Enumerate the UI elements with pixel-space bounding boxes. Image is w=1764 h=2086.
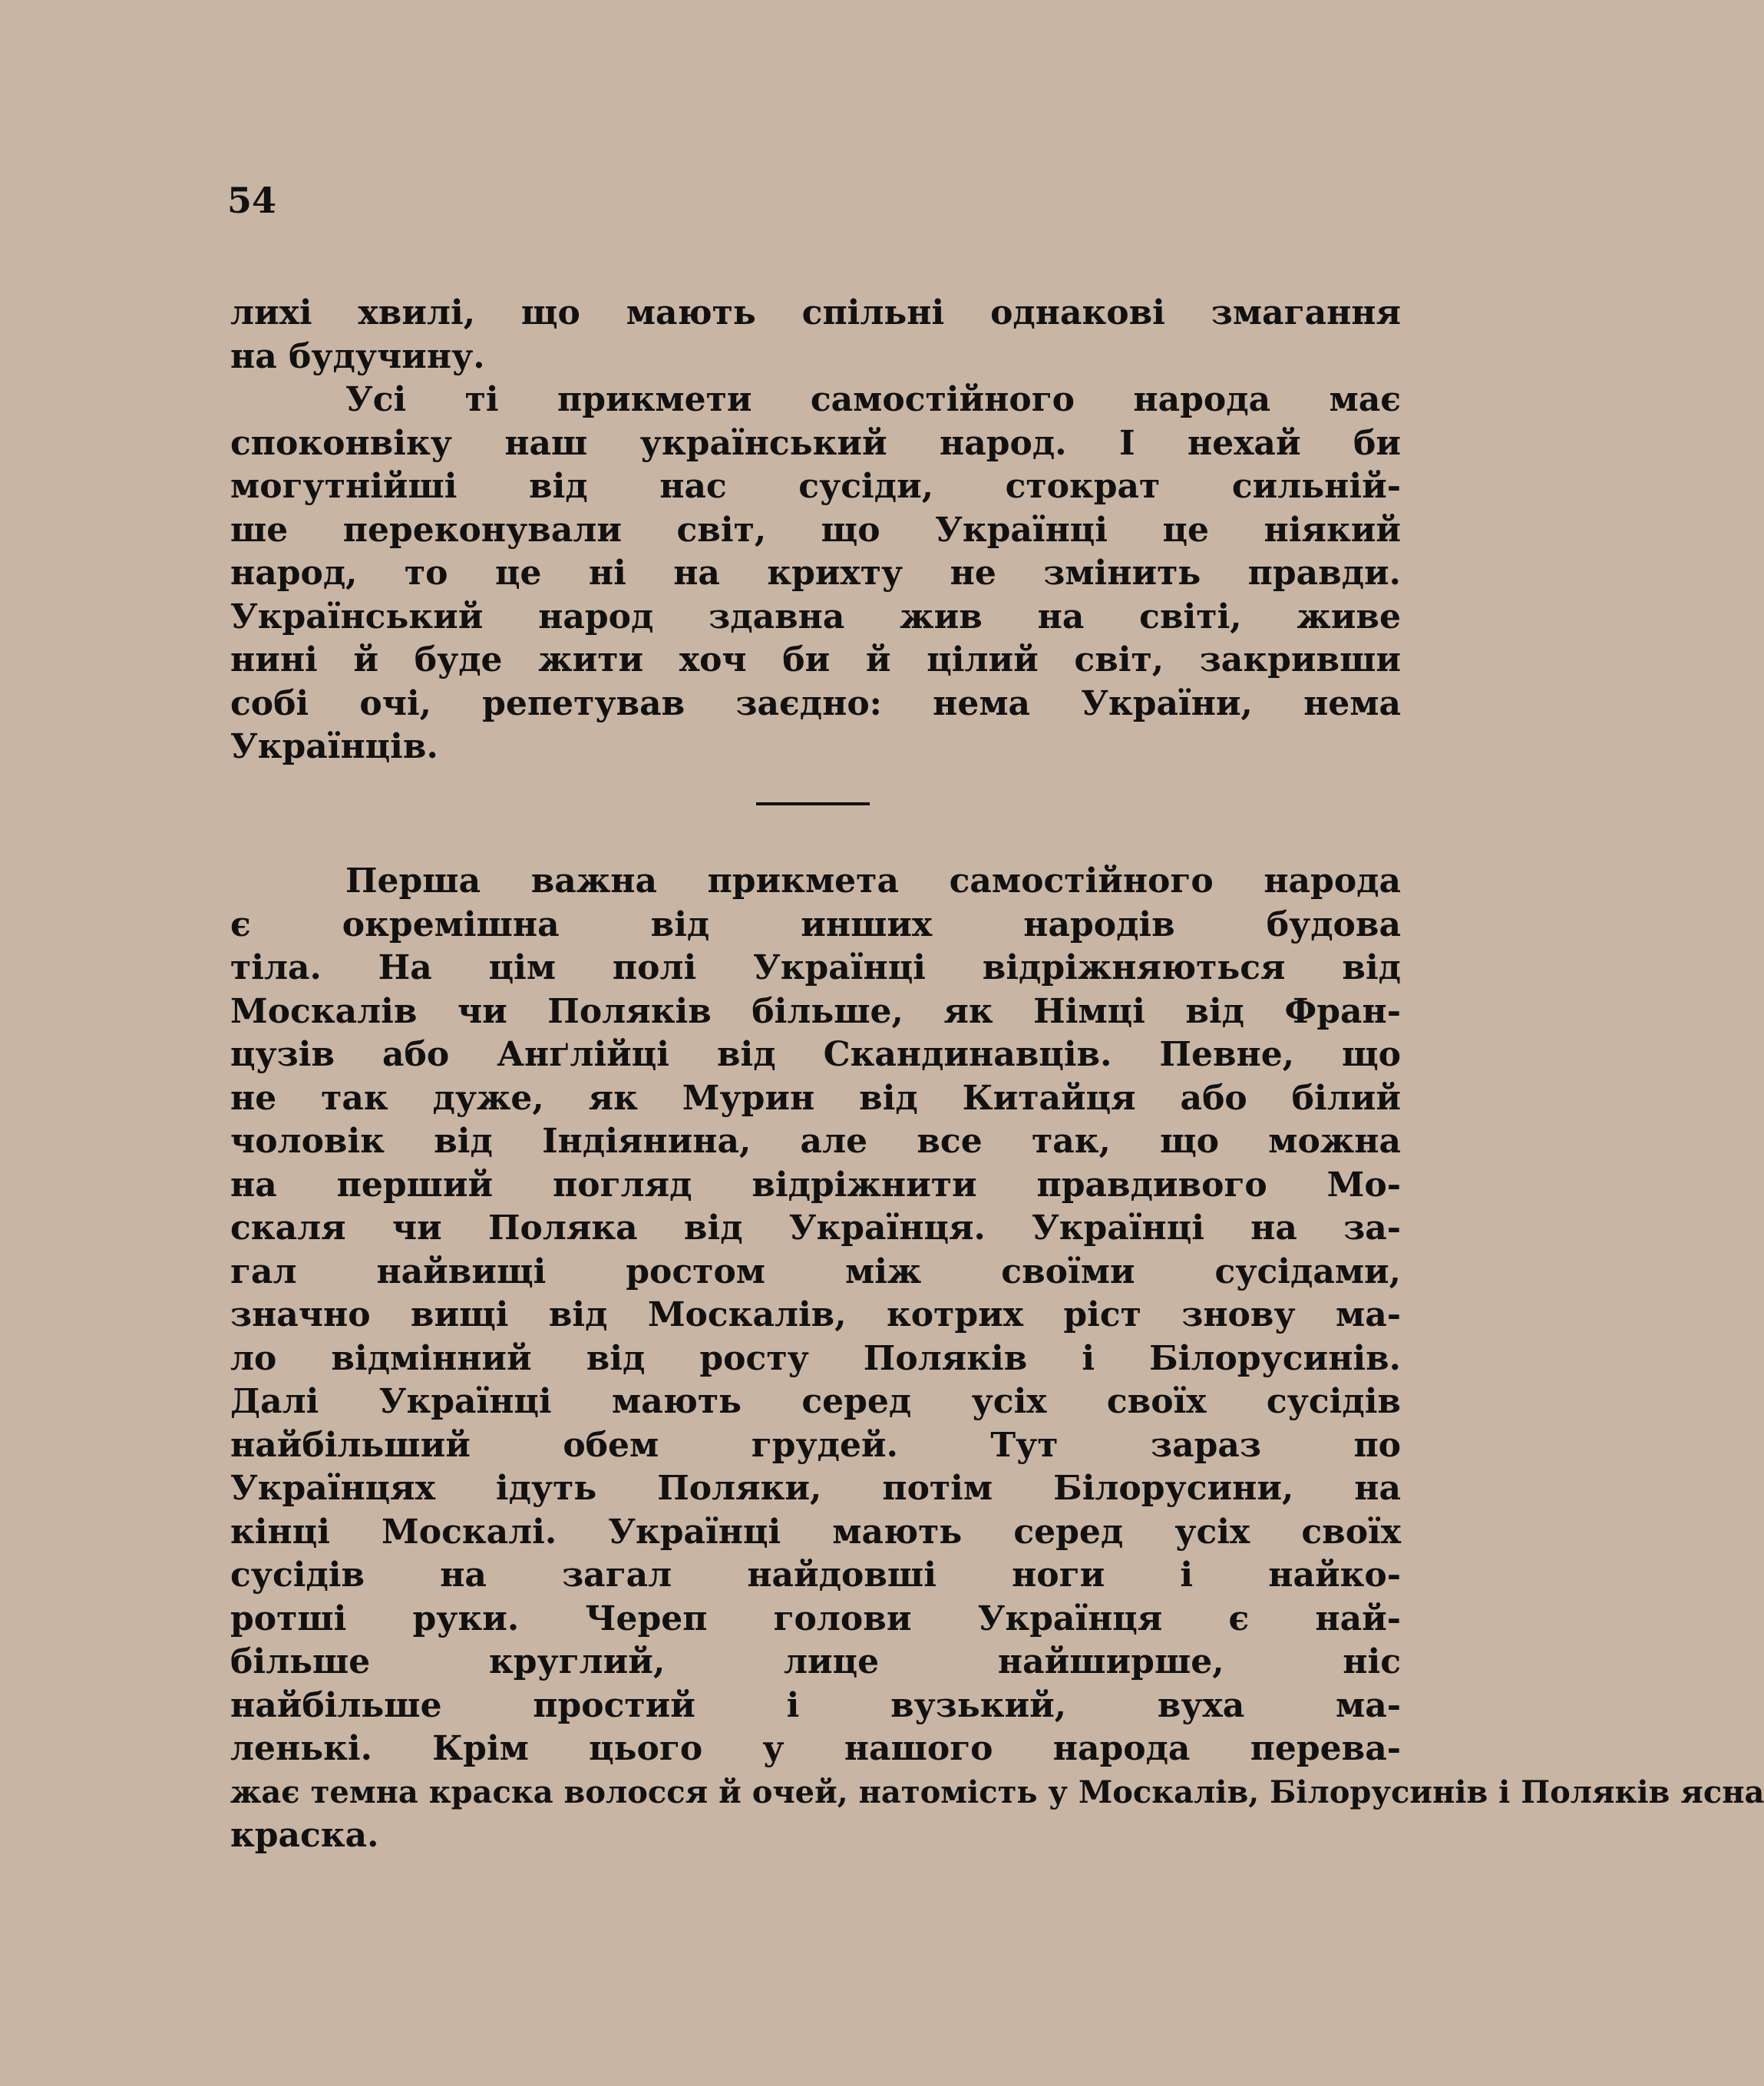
text-line: ленькі. Крім цього у нашого народа перева-: [230, 1729, 1401, 1768]
text-line: гал найвищі ростом між своїми сусідами,: [230, 1251, 1401, 1291]
text-line: споконвіку наш український народ. І нехай би: [230, 423, 1401, 463]
text-line: краска.: [230, 1816, 379, 1855]
text-line: Далі Українці мають серед усіх своїх сусідів: [230, 1382, 1401, 1421]
text-line: ше переконували світ, що Українці це ніякий: [230, 510, 1401, 550]
text-line: є окремішна від инших народів будова: [230, 904, 1401, 944]
text-line: Усі ті прикмети самостійного народа має: [345, 380, 1401, 419]
text-line: сусідів на загал найдовші ноги і найко-: [230, 1555, 1401, 1595]
text-line: на перший погляд відріжнити правдивого Мо-: [230, 1165, 1401, 1205]
text-line: жає темна краска волосся й очей, натомість у Москалів, Білорусинів і Поляків ясна: [230, 1774, 1764, 1810]
text-line: ротші руки. Череп голови Українця є най-: [230, 1598, 1401, 1638]
text-line: Українців.: [230, 727, 438, 766]
text-line: скаля чи Поляка від Українця. Українці на за-: [230, 1208, 1401, 1248]
text-line: не так дуже, як Мурин від Китайця або білий: [230, 1078, 1401, 1118]
text-line: на будучину.: [230, 336, 485, 376]
text-line: найбільше простий і вузький, вуха ма-: [230, 1685, 1401, 1725]
section-divider: [756, 802, 870, 805]
text-line: кінці Москалі. Українці мають серед усіх своїх: [230, 1512, 1401, 1552]
text-line: могутнійші від нас сусіди, стократ сильній-: [230, 467, 1401, 506]
text-line: чоловік від Індіянина, але все так, що можна: [230, 1122, 1401, 1161]
text-line: нині й буде жити хоч би й цілий світ, закривши: [230, 640, 1401, 679]
text-line: Українцях ідуть Поляки, потім Білорусини, на: [230, 1469, 1401, 1508]
text-line: лихі хвилі, що мають спільні однакові змагання: [230, 293, 1401, 332]
page-number: 54: [227, 180, 277, 221]
text-line: Український народ здавна жив на світі, живе: [230, 597, 1401, 636]
paragraph-body-build: [230, 860, 1764, 1858]
text-line: собі очі, репетував заєдно: нема України, нема: [230, 683, 1401, 723]
text-line: найбільший обем грудей. Тут зараз по: [230, 1425, 1401, 1465]
text-line: ло відмінний від росту Поляків і Білорусинів.: [230, 1338, 1401, 1378]
text-line: значно вищі від Москалів, котрих ріст знову ма-: [230, 1295, 1401, 1334]
text-line: цузів або Анґлійці від Скандинавців. Певне, що: [230, 1035, 1401, 1074]
text-line: тіла. На цім полі Українці відріжняються від: [230, 948, 1401, 987]
text-line: Москалів чи Поляків більше, як Німці від Фран-: [230, 991, 1401, 1031]
text-line: народ, то це ні на крихту не змінить правди.: [230, 554, 1401, 593]
paragraph-national-traits: [230, 292, 1401, 769]
text-line: Перша важна прикмета самостійного народа: [345, 861, 1401, 901]
text-line: більше круглий, лице найширше, ніс: [230, 1642, 1401, 1681]
